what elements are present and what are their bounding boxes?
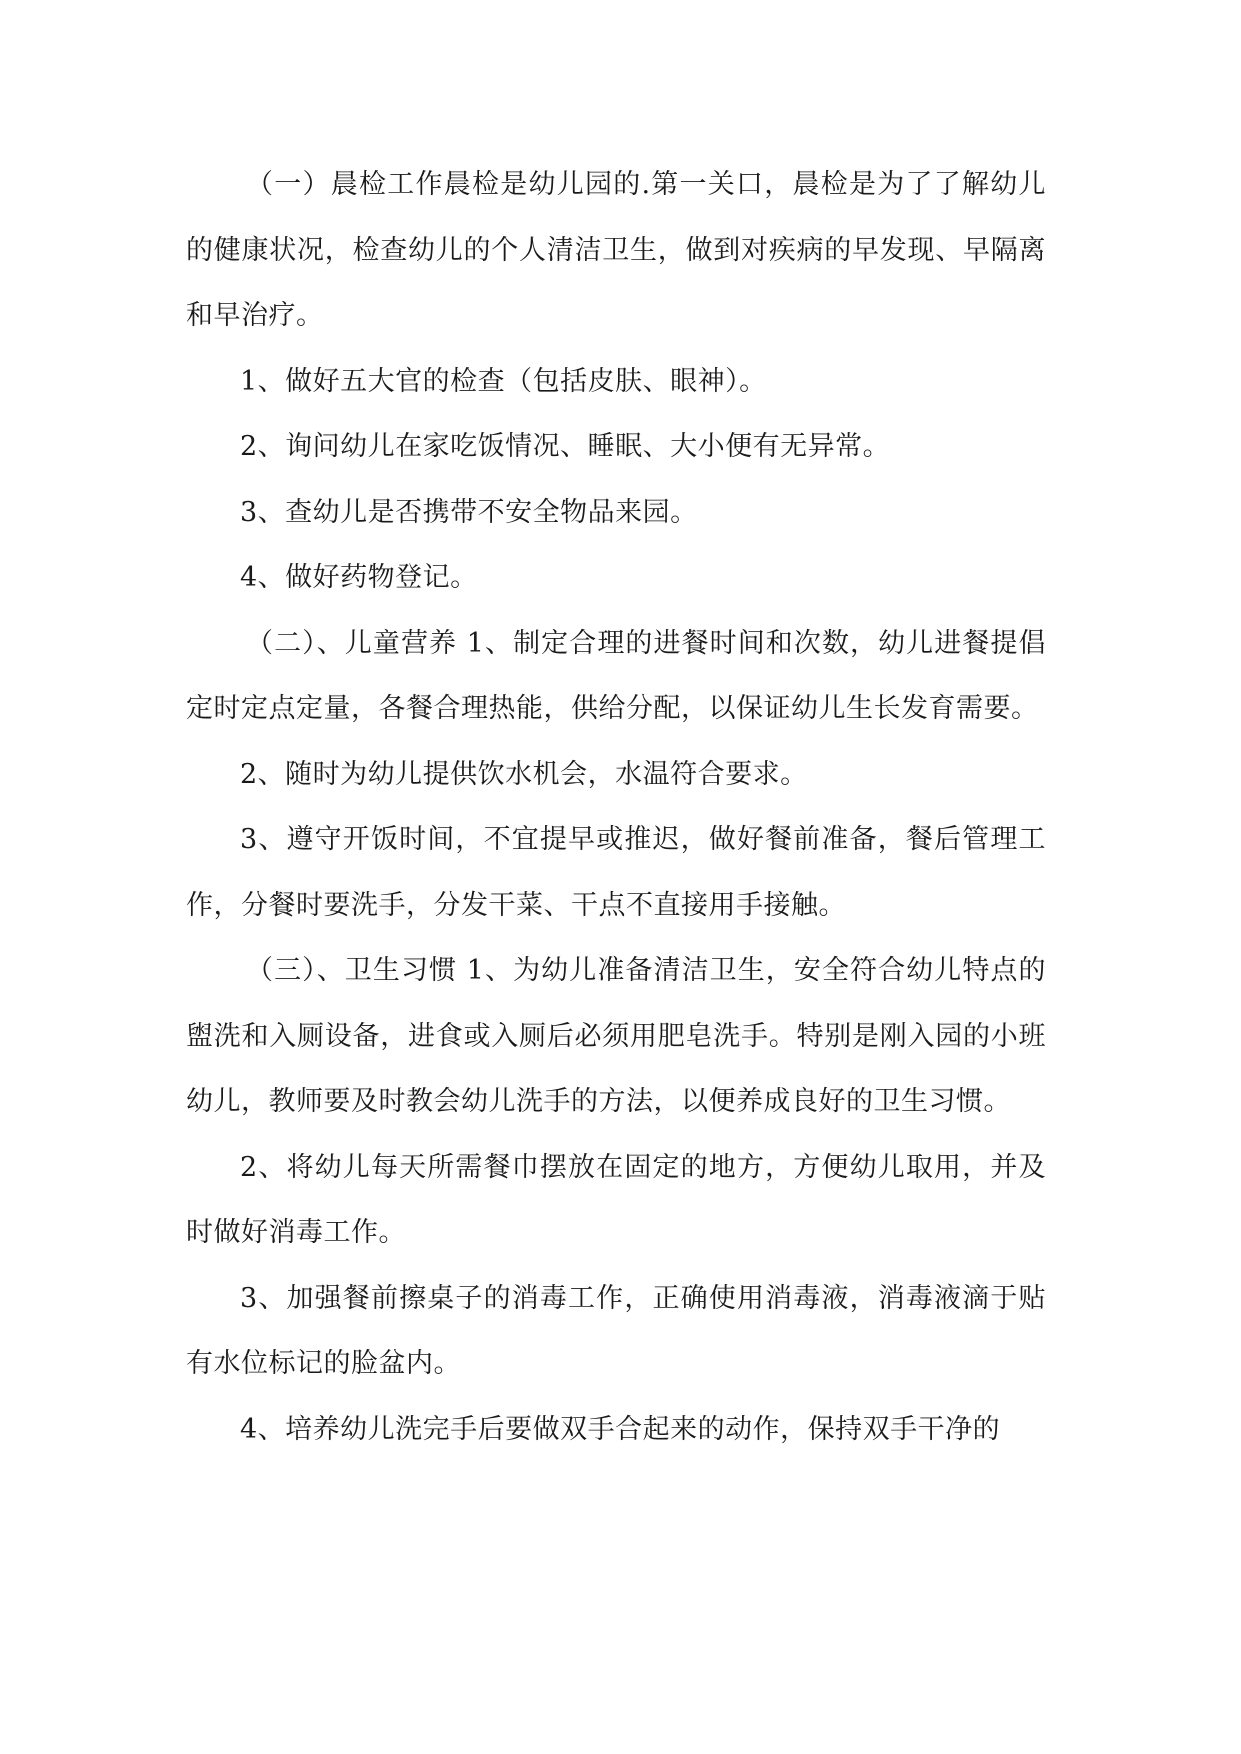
- list-item-3: 3、查幼儿是否携带不安全物品来园。: [240, 496, 698, 528]
- list-item-3-3: 3、加强餐前擦桌子的消毒工作，正确使用消毒液，消毒液滴于贴有水位标记的脸盆内。: [186, 1282, 1046, 1379]
- document-body: [186, 152, 1046, 1462]
- list-item-4: 4、做好药物登记。: [240, 562, 478, 593]
- list-item-2: 2、询问幼儿在家吃饭情况、睡眠、大小便有无异常。: [240, 431, 891, 462]
- list-item-3-2: 2、将幼儿每天所需餐巾摆放在固定的地方，方便幼儿取用，并及时做好消毒工作。: [186, 1151, 1046, 1248]
- list-item-2-2: 2、随时为幼儿提供饮水机会，水温符合要求。: [240, 758, 808, 790]
- section-3-hygiene: （三）、卫生习惯 1、为幼儿准备清洁卫生，安全符合幼儿特点的盥洗和入厕设备，进食或入厕后必须用肥皂洗手。特别是刚入园的小班幼儿，教师要及时教会幼儿洗手的方法，以便养成良好的卫生习惯。: [186, 955, 1046, 1117]
- list-item-2-3: 3、遵守开饭时间，不宜提早或推迟，做好餐前准备，餐后管理工作，分餐时要洗手，分发干菜、干点不直接用手接触。: [186, 824, 1046, 921]
- list-item-1: 1、做好五大官的检查（包括皮肤、眼神）。: [240, 365, 767, 397]
- section-1-morning-check: （一）晨检工作晨检是幼儿园的.第一关口，晨检是为了了解幼儿的健康状况，检查幼儿的个人清洁卫生，做到对疾病的早发现、早隔离和早治疗。: [186, 169, 1046, 331]
- section-2-nutrition: （二）、儿童营养 1、制定合理的进餐时间和次数，幼儿进餐提倡定时定点定量，各餐合理热能，供给分配，以保证幼儿生长发育需要。: [186, 627, 1046, 724]
- list-item-3-4: 4、培养幼儿洗完手后要做双手合起来的动作，保持双手干净的: [240, 1413, 1001, 1445]
